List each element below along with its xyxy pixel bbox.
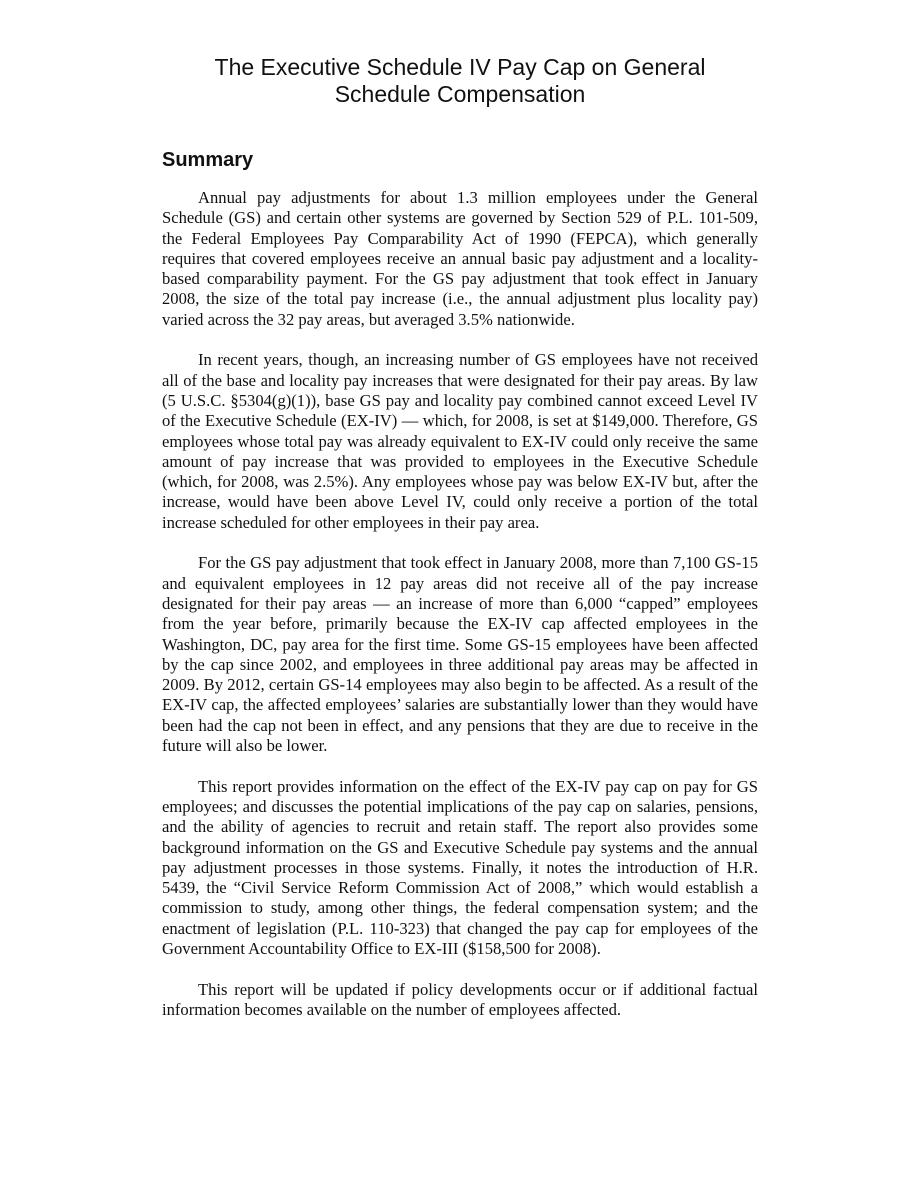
title-line-2: Schedule Compensation — [334, 81, 586, 107]
summary-paragraph-5: This report will be updated if policy developments occur or if additional factual information becomes available on the number of employees affected. — [162, 979, 758, 1019]
summary-paragraph-4: This report provides information on the effect of the EX-IV pay cap on pay for GS employees; and discusses the potential implications of the pay cap on salaries, pensions, and the ability of agencies to recruit and retain staff. The report also provides some background information on the GS and Executive Schedule pay systems and the annual pay adjustment processes in those systems. Finally, it notes the introduction of H.R. 5439, the “Civil Service Reform Commission Act of 2008,” which would establish a commission to study, among other things, the federal compensation system; and the enactment of legislation (P.L. 110-323) that changed the pay cap for employees of the Government Accountability Office to EX-III ($158,500 for 2008). — [162, 776, 758, 958]
document-title — [162, 54, 758, 108]
summary-paragraph-1: Annual pay adjustments for about 1.3 million employees under the General Schedule (GS) and certain other systems are governed by Section 529 of P.L. 101-509, the Federal Employees Pay Comparability Act of 1990 (FEPCA), which generally requires that covered employees receive an annual basic pay adjustment and a locality-based comparability payment. For the GS pay adjustment that took effect in January 2008, the size of the total pay increase (i.e., the annual adjustment plus locality pay) varied across the 32 pay areas, but averaged 3.5% nationwide. — [162, 188, 758, 329]
summary-paragraph-2: In recent years, though, an increasing number of GS employees have not received all of the base and locality pay increases that were designated for their pay areas. By law (5 U.S.C. §5304(g)(1)), base GS pay and locality pay combined cannot exceed Level IV of the Executive Schedule (EX-IV) — which, for 2008, is set at $149,000. Therefore, GS employees whose total pay was already equivalent to EX-IV could only receive the same amount of pay increase that was provided to employees in the Executive Schedule (which, for 2008, was 2.5%). Any employees whose pay was below EX-IV but, after the increase, would have been above Level IV, could only receive a portion of the total increase scheduled for other employees in their pay area. — [162, 350, 758, 532]
summary-heading: Summary — [162, 149, 254, 171]
document-page — [162, 54, 758, 1020]
summary-paragraph-3: For the GS pay adjustment that took effect in January 2008, more than 7,100 GS-15 and equivalent employees in 12 pay areas did not receive all of the pay increase designated for their pay areas — an increase of more than 6,000 “capped” employees from the year before, primarily because the EX-IV cap affected employees in the Washington, DC, pay area for the first time. Some GS-15 employees have been affected by the cap since 2002, and employees in three additional pay areas may be affected in 2009. By 2012, certain GS-14 employees may also begin to be affected. As a result of the EX-IV cap, the affected employees’ salaries are substantially lower than they would have been had the cap not been in effect, and any pensions that they are due to receive in the future will also be lower. — [162, 553, 758, 756]
title-line-1: The Executive Schedule IV Pay Cap on General — [214, 54, 706, 80]
